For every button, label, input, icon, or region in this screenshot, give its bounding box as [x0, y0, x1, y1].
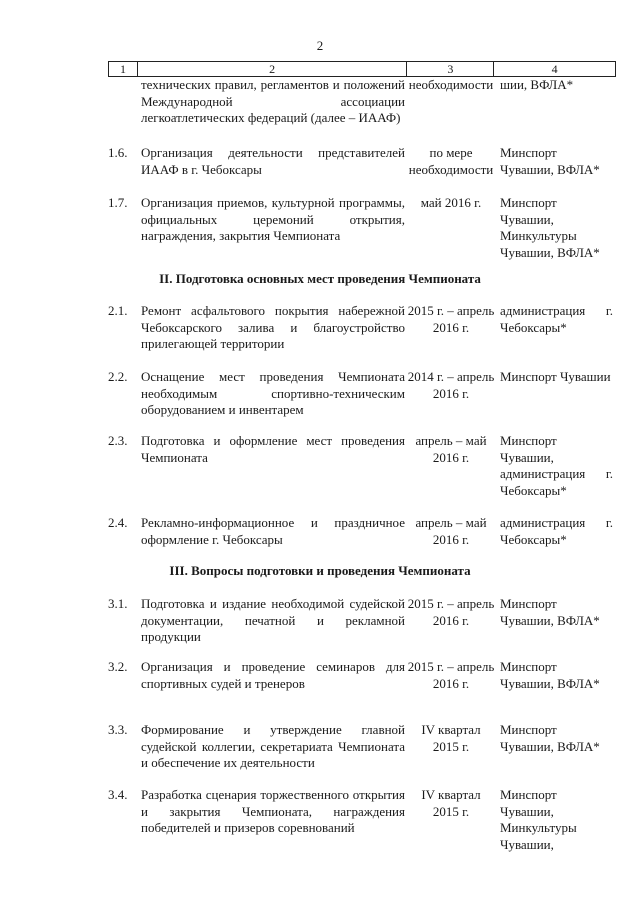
row-term: апрель – май 2016 г.: [415, 433, 487, 465]
section-heading: II. Подготовка основных мест проведения Чемпионата: [159, 271, 481, 286]
row-number: 2.4.: [108, 515, 128, 530]
row-number: 3.3.: [108, 722, 128, 737]
table-row: [108, 722, 616, 772]
row-term: 2015 г. – апрель 2016 г.: [407, 596, 495, 628]
row-term: IV квартал 2015 г.: [421, 787, 481, 819]
row-number: [108, 77, 141, 127]
row-term: 2014 г. – апрель 2016 г.: [407, 369, 495, 401]
table-row: [108, 195, 616, 261]
table-row: [108, 787, 616, 853]
row-executor: Минспорт Чувашии, Минкультуры Чувашии, ВФЛА*: [500, 195, 600, 260]
row-task: Организация и проведение семинаров для спортивных судей и тренеров: [141, 659, 405, 691]
row-term: IV квартал 2015 г.: [421, 722, 481, 754]
row-executor: Минспорт Чувашии, ВФЛА*: [500, 722, 600, 754]
row-executor: Минспорт Чувашии: [500, 369, 611, 384]
header-col-3: 3: [407, 62, 494, 76]
row-number: 2.3.: [108, 433, 128, 448]
row-executor: Минспорт Чувашии, ВФЛА*: [500, 596, 600, 628]
table-row: [108, 596, 616, 646]
row-task: Организация приемов, культурной программы, официальных церемоний открытия, награждения, закрытия Чемпионата: [141, 195, 405, 243]
section-heading: III. Вопросы подготовки и проведения Чемпионата: [169, 563, 471, 578]
table-row: [108, 303, 616, 353]
row-number: 3.4.: [108, 787, 128, 802]
row-term: май 2016 г.: [420, 195, 482, 210]
row-term: 2015 г. – апрель 2016 г.: [407, 303, 495, 335]
row-term: по мере необходимости: [408, 145, 494, 177]
table-row: [108, 433, 616, 499]
row-task: Подготовка и оформление мест проведения Чемпионата: [141, 433, 405, 465]
row-executor: администрация г. Чебоксары*: [500, 515, 613, 547]
table-row: [108, 369, 616, 419]
table-row: [108, 515, 616, 548]
row-term: 2015 г. – апрель 2016 г.: [407, 659, 495, 691]
row-executor: администрация г. Чебоксары*: [500, 303, 613, 335]
header-col-2: 2: [138, 62, 407, 76]
table-row: [108, 659, 616, 692]
row-term: необходимости: [408, 77, 494, 92]
row-executor: Минспорт Чувашии, ВФЛА*: [500, 659, 600, 691]
row-executor: Минспорт Чувашии, администрация г. Чебоксары*: [500, 433, 613, 498]
row-executor: Минспорт Чувашии, ВФЛА*: [500, 145, 600, 177]
row-number: 1.7.: [108, 195, 128, 210]
row-task: Формирование и утверждение главной судейской коллегии, секретариата Чемпионата и обеспечение их деятельности: [141, 722, 405, 770]
row-number: 1.6.: [108, 145, 128, 160]
row-task: Подготовка и издание необходимой судейской документации, печатной и рекламной продукции: [141, 596, 405, 644]
table-row: [108, 77, 616, 127]
row-task: Рекламно-информационное и праздничное оформление г. Чебоксары: [141, 515, 405, 547]
page-number: 2: [316, 38, 324, 53]
row-number: 3.2.: [108, 659, 128, 674]
row-task: Ремонт асфальтового покрытия набережной Чебоксарского залива и благоустройство прилегающей территории: [141, 303, 405, 351]
table-header: [108, 61, 616, 77]
row-task: Разработка сценария торжественного открытия и закрытия Чемпионата, награждения победителей и призеров соревнований: [141, 787, 405, 835]
row-number: 2.1.: [108, 303, 128, 318]
row-executor: шии, ВФЛА*: [500, 77, 574, 92]
header-col-4: 4: [551, 62, 558, 76]
table-row: [108, 145, 616, 178]
row-term: апрель – май 2016 г.: [415, 515, 487, 547]
row-number: 3.1.: [108, 596, 128, 611]
row-task: технических правил, регламентов и положений Международной ассоциации легкоатлетических федераций (далее – ИААФ): [141, 77, 405, 125]
row-task: Организация деятельности представителей ИААФ в г. Чебоксары: [141, 145, 405, 177]
header-col-1: 1: [109, 62, 138, 76]
row-number: 2.2.: [108, 369, 128, 384]
row-task: Оснащение мест проведения Чемпионата необходимым спортивно-техническим оборудованием и инвентарем: [141, 369, 405, 417]
row-executor: Минспорт Чувашии, Минкультуры Чувашии,: [500, 787, 577, 852]
